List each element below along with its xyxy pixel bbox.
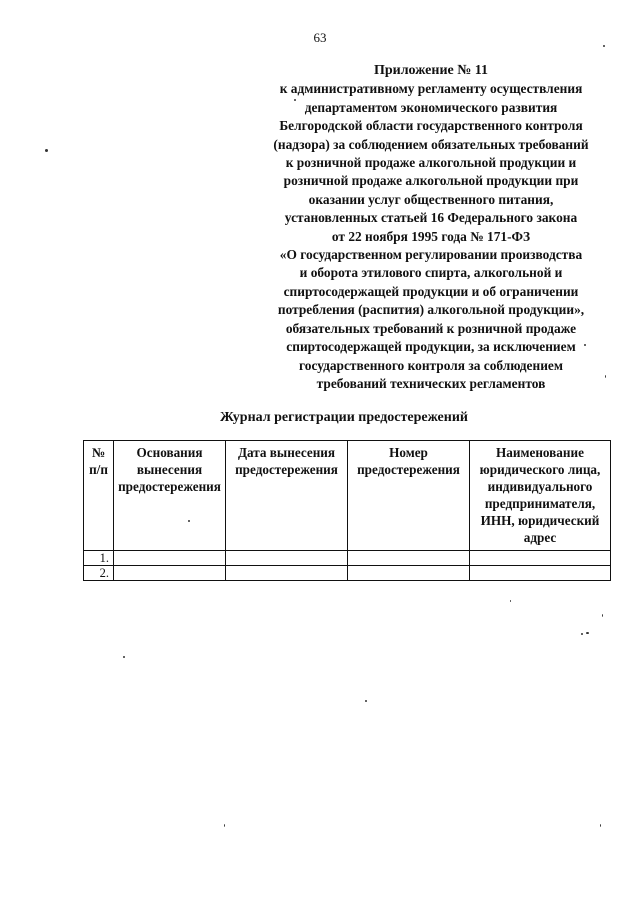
scan-speck (584, 344, 586, 346)
scan-speck (603, 45, 605, 47)
table-cell (470, 566, 611, 581)
appendix-line: требований технических регламентов (316, 375, 546, 391)
column-header-number: № п/п (84, 441, 114, 551)
appendix-line: установленных статьей 16 Федерального закона (284, 210, 578, 226)
scan-speck (123, 656, 125, 658)
scan-speck (45, 149, 48, 152)
scan-speck (586, 632, 589, 634)
table-cell (470, 551, 611, 566)
column-header-entity: Наименование юридического лица, индивидуального предпринимателя, ИНН, юридический адрес (470, 441, 611, 551)
appendix-title: Приложение № 11 (373, 63, 489, 78)
scan-speck (602, 614, 603, 617)
column-header-warning-number: Номер предостережения (348, 441, 470, 551)
table-cell (348, 566, 470, 581)
table-header-row (84, 441, 611, 551)
page-number: 63 (313, 30, 327, 45)
row-number-cell: 1. (84, 551, 114, 566)
table-cell (226, 551, 348, 566)
table-row (84, 551, 611, 566)
appendix-line: от 22 ноября 1995 года № 171-ФЗ (331, 228, 531, 244)
scan-speck (188, 520, 190, 522)
table-cell (348, 551, 470, 566)
scan-speck (294, 99, 296, 101)
appendix-line: «О государственном регулировании производства (279, 247, 583, 263)
appendix-line: Белгородской области государственного контроля (279, 118, 583, 134)
table-cell (114, 551, 226, 566)
table-cell (114, 566, 226, 581)
appendix-line: государственного контроля за соблюдением (299, 357, 563, 373)
scan-speck (600, 824, 601, 827)
appendix-line: оказании услуг общественного питания, (308, 191, 554, 207)
column-header-grounds: Основания вынесения предостережения (114, 441, 226, 551)
appendix-line: розничной продаже алкогольной продукции при (283, 173, 579, 189)
column-header-date: Дата вынесения предостережения (226, 441, 348, 551)
row-number-cell: 2. (84, 566, 114, 581)
journal-title: Журнал регистрации предостережений (220, 410, 468, 425)
journal-table (83, 440, 611, 581)
appendix-line: потребления (распития) алкогольной продукции», (277, 302, 585, 318)
scan-speck (365, 700, 367, 702)
appendix-header (262, 62, 600, 393)
scan-speck (510, 600, 511, 602)
appendix-line: к административному регламенту осуществления (279, 81, 583, 97)
appendix-line: и оборота этилового спирта, алкогольной и (299, 265, 563, 281)
appendix-line: обязательных требований к розничной продаже (285, 320, 577, 336)
scan-speck (224, 824, 225, 827)
appendix-line: департаментом экономического развития (304, 99, 558, 115)
appendix-line: спиртосодержащей продукции, за исключением (286, 339, 576, 355)
scan-speck (581, 633, 583, 635)
appendix-line: (надзора) за соблюдением обязательных требований (273, 136, 589, 152)
appendix-line: спиртосодержащей продукции и об ограничении (283, 283, 579, 299)
scan-speck (605, 375, 606, 378)
table-cell (226, 566, 348, 581)
table-row (84, 566, 611, 581)
appendix-line: к розничной продаже алкогольной продукции и (285, 155, 577, 171)
